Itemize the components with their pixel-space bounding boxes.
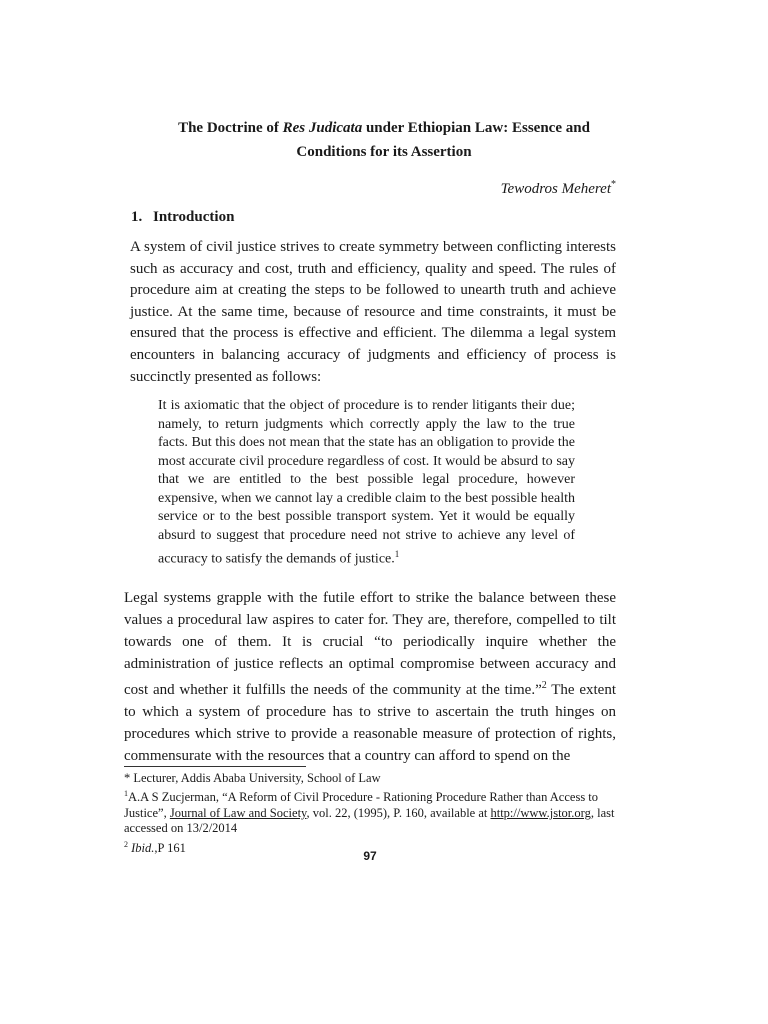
footnote-1-journal: Journal of Law and Society: [169, 805, 307, 820]
title-line2: Conditions for its Assertion: [296, 144, 472, 160]
footnote-divider: [124, 766, 306, 767]
footnote-1-link[interactable]: http://www.jstor.org: [490, 805, 591, 820]
footnote-2-text: ,P 161: [154, 840, 186, 855]
block-quote: [158, 397, 575, 569]
footnote-star: * Lecturer, Addis Ababa University, School of Law: [124, 771, 381, 785]
footnote-1-text-a: A.A S Zucjerman, “A Reform of Civil Procedure - Rationing Procedure Rather than Access to Justice”,: [124, 790, 599, 820]
section-number: 1.: [131, 209, 143, 225]
footnote-1-text-b: , vol. 22, (1995), P. 160, available at: [306, 805, 491, 820]
body-paragraph-part2: The extent to which a system of procedure has to strive to ascertain the truth hinges on procedures which strive to provide a reasonable measure of protection of rights, commensurate with the resources that a country can afford to spend on the: [124, 682, 617, 764]
title-prefix: The Doctrine of: [178, 120, 283, 136]
body-paragraph: [124, 587, 616, 767]
article-title: [100, 116, 668, 164]
author-line: [501, 175, 616, 199]
body-paragraph-part1: Legal systems grapple with the futile effort to strike the balance between these values a procedural law aspires to cater for. They are, therefore, compelled to tilt towards one of them. It is crucial “to periodically inquire whether the administration of justice reflects an optimal compromise between accuracy and cost and whether it fulfills the needs of the community at the time.”: [124, 590, 616, 698]
intro-paragraph: A system of civil justice strives to create symmetry between conflicting interests such as accuracy and cost, truth and efficiency, quality and speed. The rules of procedure aim at creating the steps to be followed to unearth truth and achieve justice. At the same time, because of resource and time constraints, it must be ensured that the process is effective and efficient. The dilemma a legal system encounters in balancing accuracy of judgments and efficiency of process is succinctly presented as follows:: [130, 239, 616, 385]
section-title: Introduction: [153, 209, 235, 225]
footnote-1-number: 1: [124, 789, 128, 799]
page-number: 97: [363, 849, 377, 863]
author-mark: *: [611, 179, 616, 190]
author-name: Tewodros Meheret: [500, 181, 611, 197]
footnote-1-text-c: , last accessed on 13/2/2014: [124, 805, 615, 836]
footnotes: [124, 771, 617, 856]
title-suffix: under Ethiopian Law: Essence and: [362, 120, 590, 136]
section-heading: [131, 207, 234, 227]
footnote-1: [124, 786, 617, 836]
footnote-2-number: 2: [124, 839, 128, 849]
footnote-ref-1[interactable]: 1: [394, 549, 400, 559]
footnote-2-italic: Ibid.: [131, 840, 155, 855]
quote-text: It is axiomatic that the object of procedure is to render litigants their due; namely, to return judgments which correctly apply the law to the true facts. But this does not mean that the state has an obligation to provide the most accurate civil procedure regardless of cost. It would be absurd to say that we are entitled to the best possible legal procedure, however expensive, when we cannot lay a credible claim to the best possible health service or to the best possible transport system. Yet it would be equally absurd to suggest that procedure need not strive to achieve any level of accuracy to satisfy the demands of justice.: [158, 398, 575, 567]
title-italic: Res Judicata: [282, 120, 363, 136]
footnote-ref-2[interactable]: 2: [541, 680, 547, 691]
